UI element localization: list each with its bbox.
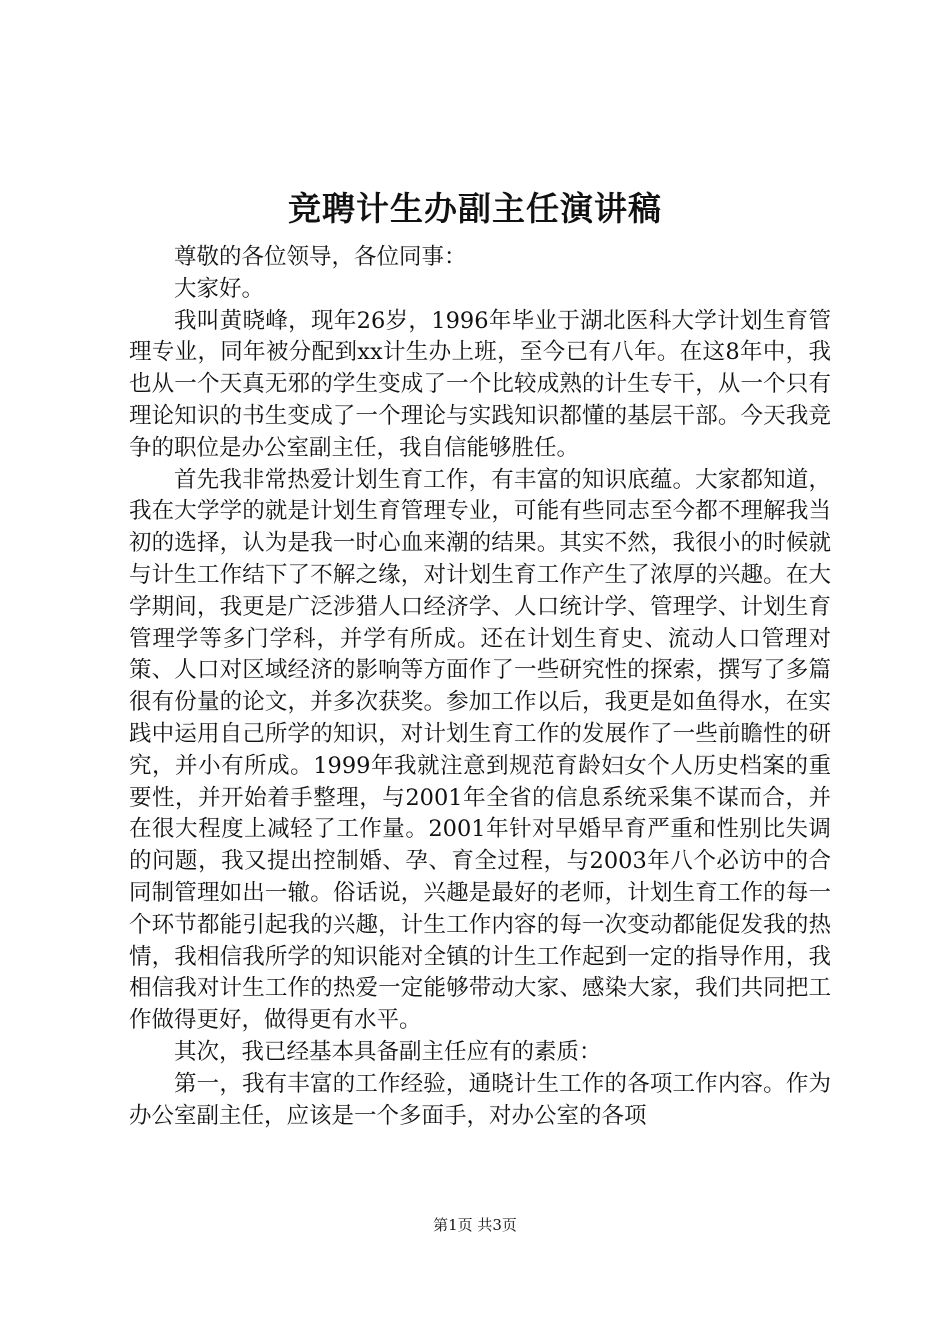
greeting-paragraph: 大家好。	[174, 275, 265, 302]
intro-paragraph: 我叫黄晓峰，现年26岁，1996年毕业于湖北医科大学计划生育管理专业，同年被分配到xx计生办上班，至今已有八年。在这8年中，我也从一个天真无邪的学生变成了一个比较成熟的计生专干，从一个只有理论知识的书生变成了一个理论与实践知识都懂的基层干部。今天我竞争的职位是办公室副主任，我自信能够胜任。	[129, 307, 831, 461]
document-body	[129, 242, 831, 1132]
experience-paragraph: 第一，我有丰富的工作经验，通晓计生工作的各项工作内容。作为办公室副主任，应该是一个多面手，对办公室的各项	[129, 1070, 831, 1129]
page-number-footer: 第1页 共3页	[433, 1216, 517, 1234]
passion-paragraph: 首先我非常热爱计划生育工作，有丰富的知识底蕴。大家都知道，我在大学学的就是计划生育管理专业，可能有些同志至今都不理解我当初的选择，认为是我一时心血来潮的结果。其实不然，我很小的时候就与计生工作结下了不解之缘，对计划生育工作产生了浓厚的兴趣。在大学期间，我更是广泛涉猎人口经济学、人口统计学、管理学、计划生育管理学等多门学科，并学有所成。还在计划生育史、流动人口管理对策、人口对区域经济的影响等方面作了一些研究性的探索，撰写了多篇很有份量的论文，并多次获奖。参加工作以后，我更是如鱼得水，在实践中运用自己所学的知识，对计划生育工作的发展作了一些前瞻性的研究，并小有所成。1999年我就注意到规范育龄妇女个人历史档案的重要性，并开始着手整理，与2001年全省的信息系统采集不谋而合，并在很大程度上减轻了工作量。2001年针对早婚早育严重和性别比失调的问题，我又提出控制婚、孕、育全过程，与2003年八个必访中的合同制管理如出一辙。俗话说，兴趣是最好的老师，计划生育工作的每一个环节都能引起我的兴趣，计生工作内容的每一次变动都能促发我的热情，我相信我所学的知识能对全镇的计生工作起到一定的指导作用，我相信我对计生工作的热爱一定能够带动大家、感染大家，我们共同把工作做得更好，做得更有水平。	[129, 466, 831, 1034]
salutation-paragraph: 尊敬的各位领导，各位同事：	[174, 244, 467, 270]
qualities-paragraph: 其次，我已经基本具备副主任应有的素质：	[174, 1038, 602, 1065]
document-title: 竞聘计生办副主任演讲稿	[288, 189, 662, 228]
